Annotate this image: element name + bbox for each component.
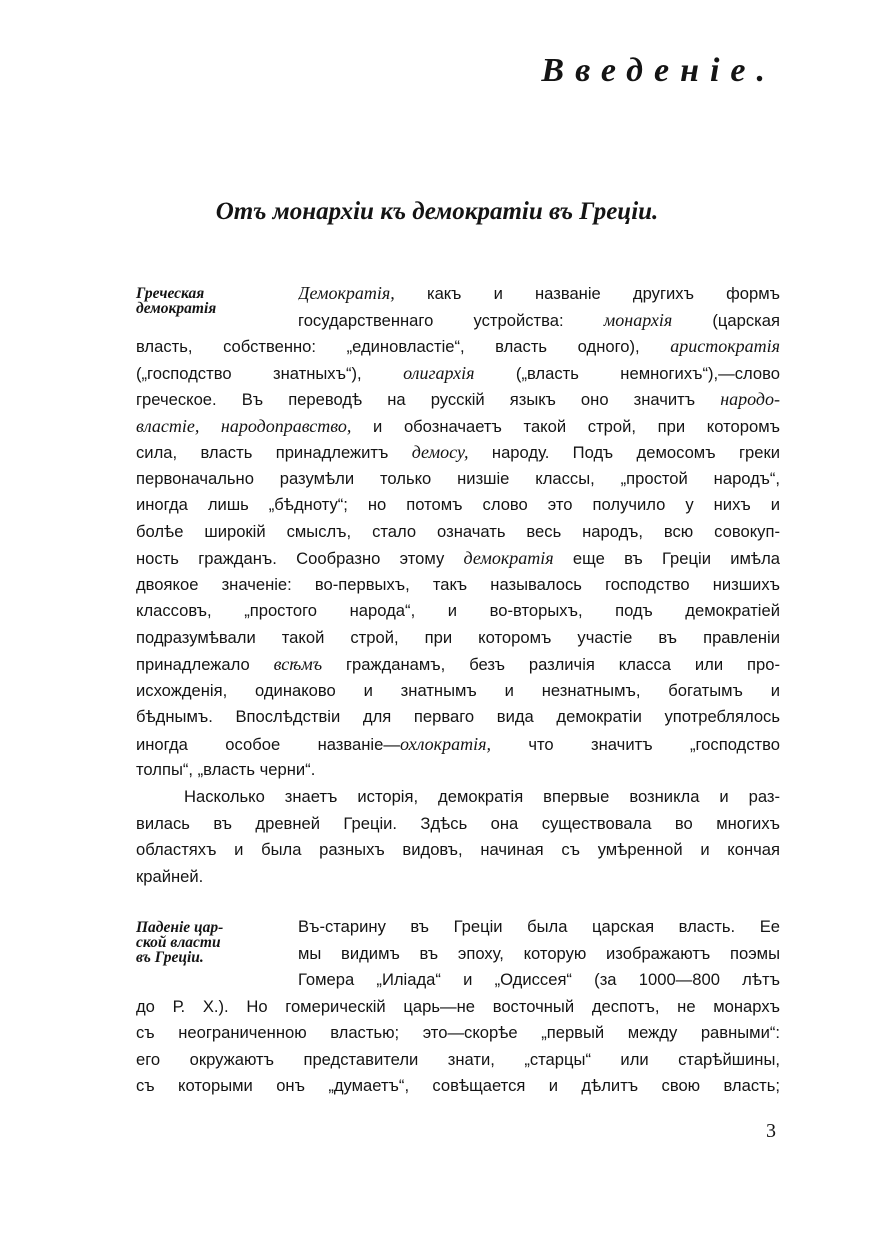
text-line bbox=[136, 386, 780, 413]
paragraph-democracy bbox=[136, 280, 780, 784]
text-line bbox=[298, 941, 780, 968]
text-segment: ность гражданъ. Сообразно этому bbox=[136, 549, 464, 568]
text-line bbox=[136, 837, 780, 864]
text-line bbox=[136, 1073, 780, 1100]
text-segment: принадлежало bbox=[136, 655, 274, 674]
text-line bbox=[136, 333, 780, 360]
italic-term: демосу, bbox=[411, 442, 469, 462]
text-segment: Насколько знаетъ исторія, демократія впервые возникла и раз- bbox=[184, 787, 780, 806]
text-line bbox=[136, 492, 780, 519]
text-line bbox=[298, 914, 780, 941]
text-line bbox=[136, 784, 780, 811]
text-segment: мы видимъ въ эпоху, которую изображаютъ поэмы bbox=[298, 943, 780, 963]
text-line bbox=[136, 466, 780, 493]
text-segment: бѣднымъ. Впослѣдствіи для перваго вида демократіи употреблялось bbox=[136, 707, 780, 726]
italic-term: охлократія, bbox=[399, 733, 491, 754]
text-segment: крайней. bbox=[136, 866, 204, 886]
text-line bbox=[136, 519, 780, 546]
text-segment: областяхъ и была разныхъ видовъ, начиная съ умѣренной и кончая bbox=[136, 840, 780, 859]
text-segment: власть, собственно: „единовластіе“, власть одного), bbox=[136, 337, 671, 356]
text-segment: Въ-старину въ Греціи была царская власть. Ее bbox=[298, 917, 780, 936]
text-segment: что значитъ „господство bbox=[490, 734, 780, 754]
text-line bbox=[136, 360, 780, 387]
text-line bbox=[136, 864, 780, 891]
margin-note-line: демократія bbox=[136, 300, 217, 317]
text-segment: и обозначаетъ такой строй, при которомъ bbox=[351, 416, 780, 436]
italic-term: демократія bbox=[463, 548, 554, 568]
text-segment: гражданамъ, безъ различія класса или про- bbox=[322, 655, 780, 674]
text-segment: вилась въ древней Греціи. Здѣсь она существовала во многихъ bbox=[136, 813, 780, 833]
text-line bbox=[298, 307, 780, 334]
text-line bbox=[136, 704, 780, 731]
text-line bbox=[136, 545, 780, 572]
text-segment: подразумѣвали такой строй, при которомъ участіе въ правленіи bbox=[136, 627, 780, 647]
text-segment: его окружаютъ представители знати, „старцы“ или старѣйшины, bbox=[136, 1049, 780, 1069]
text-segment: двоякое значеніе: во-первыхъ, такъ называлось господство низшихъ bbox=[136, 574, 780, 594]
text-line bbox=[136, 757, 780, 784]
italic-term: олигархія bbox=[403, 362, 475, 383]
margin-note-line: въ Греціи. bbox=[136, 949, 204, 966]
text-line bbox=[136, 572, 780, 599]
text-line bbox=[136, 678, 780, 705]
text-line bbox=[136, 625, 780, 652]
text-segment: Гомера „Иліада“ и „Одиссея“ (за 1000—800 лѣтъ bbox=[298, 970, 780, 989]
text-line bbox=[136, 731, 780, 758]
text-segment: съ неограниченною властью; это—скорѣе „первый между равными“: bbox=[136, 1023, 780, 1042]
text-segment: первоначально разумѣли только низшіе классы, „простой народъ“, bbox=[136, 468, 780, 488]
section-heading: Отъ монархіи къ демократіи въ Греціи. bbox=[215, 198, 659, 225]
text-segment: сила, власть принадлежитъ bbox=[136, 443, 412, 462]
text-line bbox=[136, 651, 780, 678]
margin-note-line: ской власти bbox=[136, 934, 221, 951]
italic-term: всѣмъ bbox=[273, 654, 323, 674]
text-segment: до Р. Х.). Но гомерическій царь—не восточный деспотъ, не монархъ bbox=[136, 996, 780, 1016]
text-segment: (царская bbox=[672, 310, 780, 330]
text-segment: („власть немногихъ“),—слово bbox=[474, 363, 780, 383]
italic-term: монархія bbox=[603, 309, 673, 330]
italic-term: народо- bbox=[720, 389, 780, 409]
text-segment: греческое. Въ переводѣ на русскій языкъ оно значитъ bbox=[136, 390, 721, 409]
text-segment: иногда лишь „бѣдноту“; но потомъ слово это получило у нихъ и bbox=[136, 495, 780, 514]
italic-term: Демократія, bbox=[298, 283, 395, 303]
text-line bbox=[136, 811, 780, 838]
text-segment: еще въ Греціи имѣла bbox=[553, 549, 780, 568]
text-line bbox=[136, 598, 780, 625]
text-segment: иногда особое названіе— bbox=[136, 734, 400, 754]
text-line bbox=[136, 413, 780, 440]
text-line bbox=[136, 1047, 780, 1074]
paragraph-origin bbox=[136, 784, 780, 890]
text-segment: съ которыми онъ „думаетъ“, совѣщается и дѣлитъ свою власть; bbox=[136, 1076, 780, 1095]
text-segment: исхожденія, одинаково и знатнымъ и незнатнымъ, богатымъ и bbox=[136, 680, 780, 700]
text-segment: классовъ, „простого народа“, и во-вторыхъ, подъ демократіей bbox=[136, 601, 780, 620]
page-number: 3 bbox=[766, 1120, 776, 1142]
text-segment: толпы“, „власть черни“. bbox=[136, 760, 316, 779]
text-segment: государственнаго устройства: bbox=[298, 310, 604, 330]
text-segment: болѣе широкій смыслъ, стало означать весь народъ, всю совокуп- bbox=[136, 521, 780, 541]
paragraph-monarchy bbox=[136, 914, 780, 1100]
text-line bbox=[298, 280, 780, 307]
text-line bbox=[136, 994, 780, 1021]
text-line bbox=[136, 439, 780, 466]
text-line bbox=[298, 967, 780, 994]
italic-term: властіе, народоправство, bbox=[136, 415, 352, 436]
margin-note-line: Паденіе цар- bbox=[136, 919, 224, 936]
margin-note-line: Греческая bbox=[136, 285, 205, 302]
text-segment: („господство знатныхъ“), bbox=[136, 363, 404, 383]
italic-term: аристократія bbox=[670, 336, 780, 356]
text-segment: какъ и названіе другихъ формъ bbox=[394, 284, 780, 303]
text-segment: народу. Подъ демосомъ греки bbox=[468, 443, 780, 462]
chapter-title: Введеніе. bbox=[541, 52, 776, 89]
text-line bbox=[136, 1020, 780, 1047]
